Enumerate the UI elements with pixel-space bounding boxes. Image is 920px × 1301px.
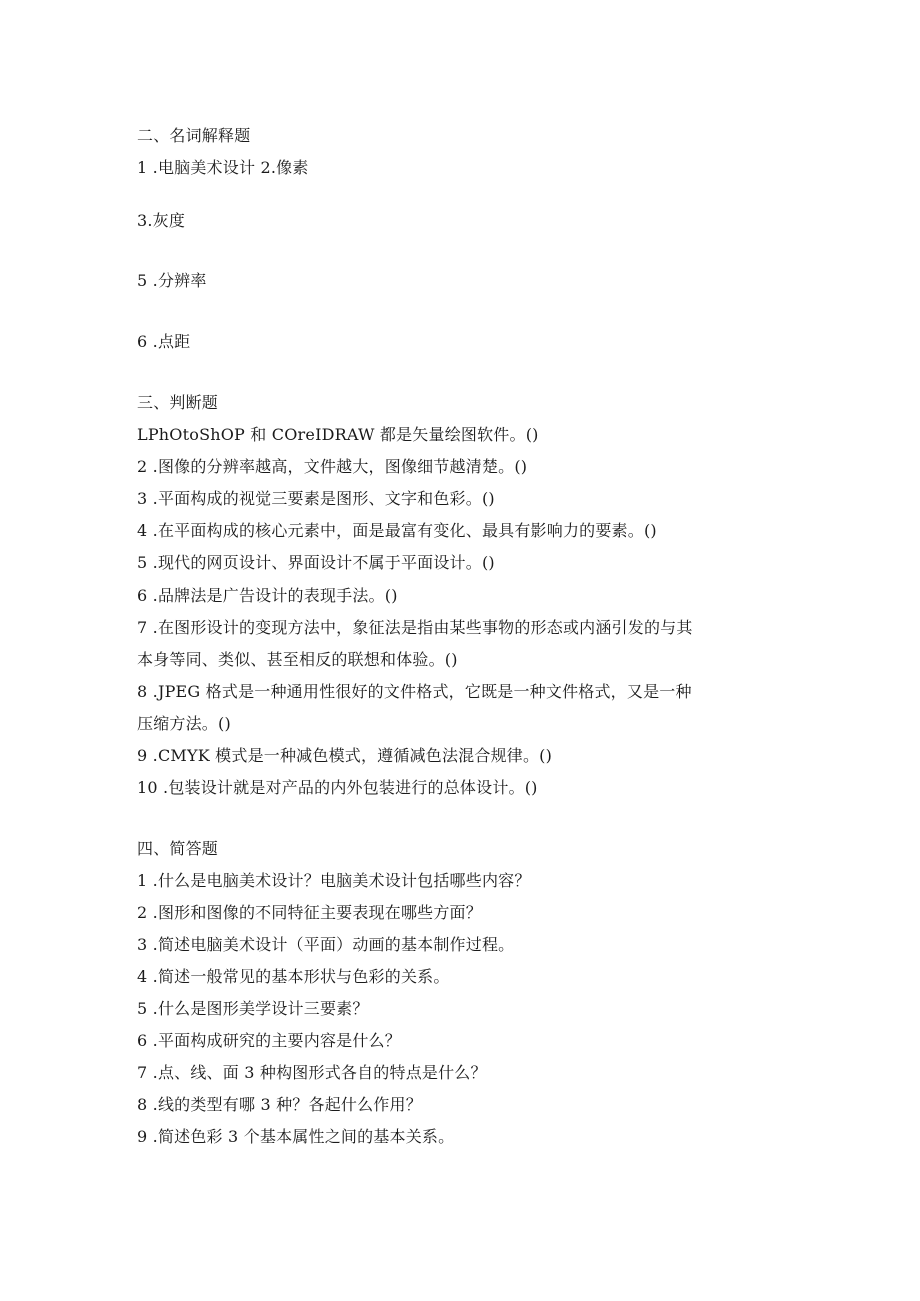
- question-item: 9 .简述色彩 3 个基本属性之间的基本关系。: [137, 1127, 455, 1146]
- question-item: 5 .现代的网页设计、界面设计不属于平面设计。(): [137, 553, 495, 572]
- question-item: 4 .在平面构成的核心元素中，面是最富有变化、最具有影响力的要素。(): [137, 521, 657, 540]
- term-item: 5 .分辨率: [137, 271, 207, 290]
- section-heading-true-false: 三、判断题: [137, 393, 219, 412]
- section-heading-short-answer: 四、简答题: [137, 839, 219, 858]
- question-item: 9 .CMYK 模式是一种减色模式，遵循减色法混合规律。(): [137, 746, 553, 765]
- question-item: 1 .什么是电脑美术设计？电脑美术设计包括哪些内容？: [137, 871, 531, 890]
- question-item: 7 .点、线、面 3 种构图形式各自的特点是什么？: [137, 1063, 487, 1082]
- question-item: 8 .JPEG 格式是一种通用性很好的文件格式，它既是一种文件格式，又是一种: [137, 682, 692, 701]
- question-item: 2 .图像的分辨率越高，文件越大，图像细节越清楚。(): [137, 457, 528, 476]
- question-item: 2 .图形和图像的不同特征主要表现在哪些方面？: [137, 903, 482, 922]
- question-item: 10 .包装设计就是对产品的内外包装进行的总体设计。(): [137, 778, 538, 797]
- question-item: 4 .简述一般常见的基本形状与色彩的关系。: [137, 967, 450, 986]
- question-item: 6 .平面构成研究的主要内容是什么？: [137, 1031, 401, 1050]
- question-item: 7 .在图形设计的变现方法中，象征法是指由某些事物的形态或内涵引发的与其: [137, 618, 693, 637]
- term-item: 3.灰度: [137, 211, 186, 230]
- question-item: 5 .什么是图形美学设计三要素？: [137, 999, 369, 1018]
- question-item-continued: 本身等同、类似、甚至相反的联想和体验。(): [137, 650, 458, 669]
- question-item: 3 .平面构成的视觉三要素是图形、文字和色彩。(): [137, 489, 495, 508]
- question-item: 8 .线的类型有哪 3 种？各起什么作用？: [137, 1095, 422, 1114]
- question-item: LPhOtoShOP 和 COreIDRAW 都是矢量绘图软件。(): [137, 425, 539, 444]
- question-item: 3 .简述电脑美术设计（平面）动画的基本制作过程。: [137, 935, 515, 954]
- question-item: 6 .品牌法是广告设计的表现手法。(): [137, 586, 398, 605]
- question-item-continued: 压缩方法。(): [137, 714, 231, 733]
- section-heading-term-explanation: 二、名词解释题: [137, 126, 251, 145]
- term-item: 1 .电脑美术设计 2.像素: [137, 158, 309, 177]
- term-item: 6 .点距: [137, 332, 191, 351]
